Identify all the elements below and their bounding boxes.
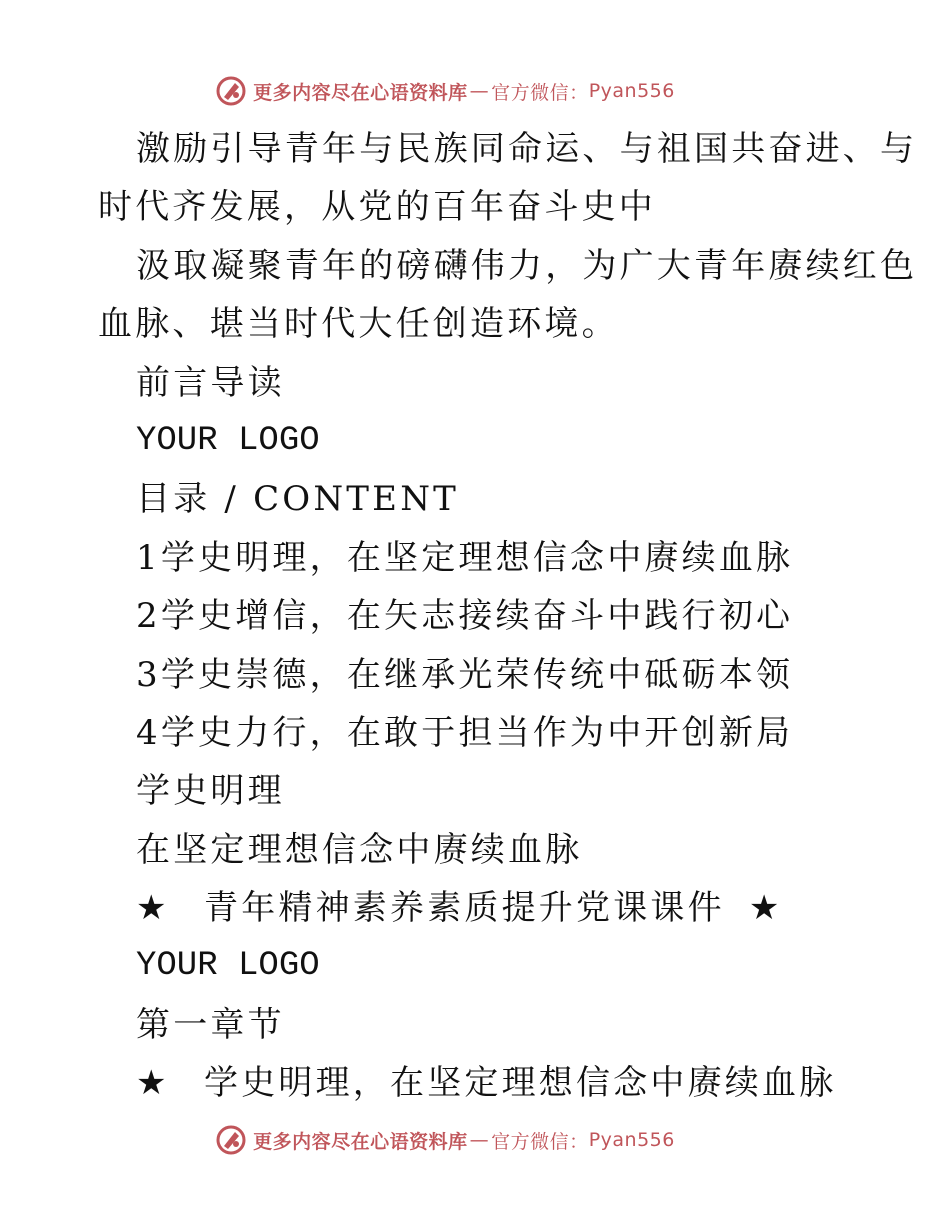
star-icon: ★ xyxy=(136,1063,170,1104)
course-title: 青年精神素养素质提升党课课件 xyxy=(204,888,725,929)
paragraph-line: 激励引导青年与民族同命运、与祖国共奋进、与 xyxy=(136,129,918,169)
watermark-dash: — xyxy=(469,1129,490,1151)
star-icon: ★ xyxy=(136,888,170,929)
header-watermark xyxy=(0,71,950,111)
watermark-wechat-id: Pyan556 xyxy=(588,1129,675,1151)
document-body xyxy=(98,120,918,1113)
toc-item: 4学史力行，在敢于担当作为中开创新局 xyxy=(136,712,794,753)
library-logo-icon xyxy=(215,75,247,107)
watermark-dash: — xyxy=(469,80,490,102)
chapter-label: 第一章节 xyxy=(136,1004,285,1045)
watermark-wechat-id: Pyan556 xyxy=(588,80,675,102)
star-icon: ★ xyxy=(748,888,783,929)
chapter-title: 学史明理，在坚定理想信念中赓续血脉 xyxy=(204,1063,837,1104)
watermark-wechat-label: 官方微信： xyxy=(491,1130,589,1153)
logo-placeholder-text: YOUR LOGO xyxy=(136,421,320,460)
logo-placeholder-text: YOUR LOGO xyxy=(136,947,320,986)
section-title: 学史明理 xyxy=(136,771,285,812)
section-subtitle: 在坚定理想信念中赓续血脉 xyxy=(136,829,583,870)
toc-heading xyxy=(98,470,858,528)
watermark-main-text: 更多内容尽在心语资料库 xyxy=(253,1130,468,1153)
section-heading-preface: 前言导读 xyxy=(136,362,285,403)
footer-watermark xyxy=(0,1120,950,1160)
watermark-wechat-label: 官方微信： xyxy=(491,81,589,104)
chapter-title-line xyxy=(98,1054,858,1112)
paragraph-line: 血脉、堪当时代大任创造环境。 xyxy=(98,304,619,345)
paragraph-line: 汲取凝聚青年的磅礴伟力，为广大青年赓续红色 xyxy=(136,245,918,286)
toc-heading-text: 目录 / CONTENT xyxy=(136,479,460,520)
watermark-main-text: 更多内容尽在心语资料库 xyxy=(253,81,468,104)
library-logo-icon xyxy=(215,1124,247,1156)
toc-item: 2学史增信，在矢志接续奋斗中践行初心 xyxy=(136,596,794,637)
paragraph-line: 时代齐发展，从党的百年奋斗史中 xyxy=(98,187,656,228)
toc-item: 3学史崇德，在继承光荣传统中砥砺本领 xyxy=(136,654,794,695)
toc-item: 1学史明理，在坚定理想信念中赓续血脉 xyxy=(136,537,794,578)
course-title-line xyxy=(98,879,858,937)
